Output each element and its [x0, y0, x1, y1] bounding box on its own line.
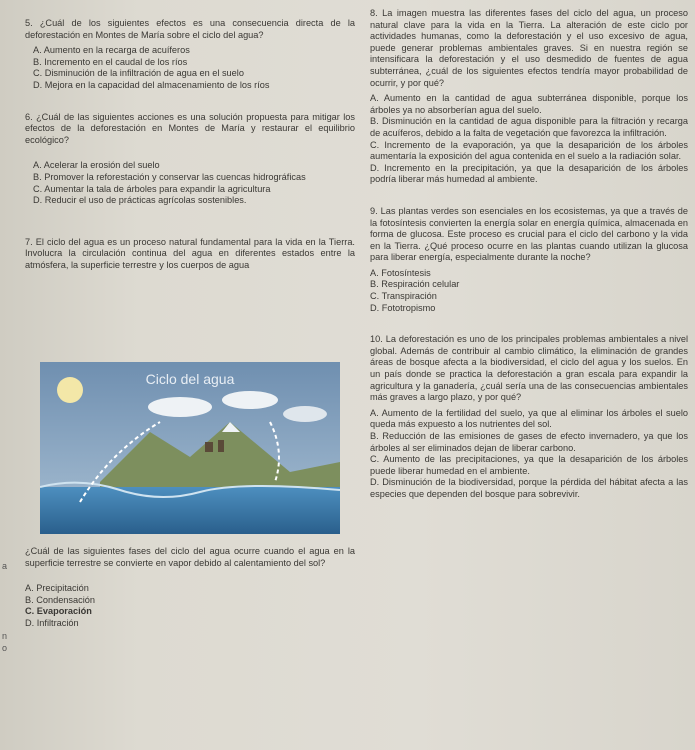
right-column	[370, 8, 688, 501]
cloud-icon	[283, 406, 327, 422]
sun-icon	[57, 377, 83, 403]
question-9-text: 9. Las plantas verdes son esenciales en los ecosistemas, ya que a través de la fotosíntesis convierten la energía solar en energía química, almacenada en forma de glucosa. Este proceso es crucial para el ciclo del carbono y la vida en la Tierra. ¿Qué proceso ocurre en las plantas cuando utilizan la glucosa para liberar energía, especialmente durante la noche?	[370, 205, 688, 263]
margin-fragment: n	[2, 631, 8, 641]
water-cycle-diagram	[40, 362, 340, 534]
question-7-question: ¿Cuál de las siguientes fases del ciclo del agua ocurre cuando el agua en la superficie terrestre se convierte en vapor debido al calentamiento del sol?	[25, 546, 355, 568]
question-7-continued	[25, 546, 355, 630]
diagram-title: Ciclo del agua	[145, 371, 235, 387]
question-5-text: 5. ¿Cuál de los siguientes efectos es una consecuencia directa de la deforestación en Montes de María sobre el ciclo del agua?	[25, 18, 355, 40]
question-9-option-a: A. Fotosíntesis	[370, 267, 431, 278]
question-8-option-b: B. Disminución en la cantidad de agua disponible para la filtración y recarga de acuíferos, debido a la falta de vegetación que favorezca la infiltración.	[370, 116, 688, 138]
question-7-option-d: D. Infiltración	[25, 617, 79, 628]
question-9-option-c: C. Transpiración	[370, 291, 437, 302]
question-6-option-b: B. Promover la reforestación y conservar las cuencas hidrográficas	[33, 171, 306, 182]
question-8-option-c: C. Incremento de la evaporación, ya que la desaparición de los árboles aumentaría la exposición del agua contenida en el suelo a la radiación solar.	[370, 139, 688, 162]
house-icon	[218, 440, 224, 452]
question-8-option-a: A. Aumento en la cantidad de agua subterránea disponible, porque los árboles ya no absorberían agua del suelo.	[370, 93, 688, 115]
question-5-option-c: C. Disminución de la infiltración de agua en el suelo	[33, 68, 244, 79]
question-9-option-d: D. Fototropismo	[370, 302, 436, 313]
question-6-option-d: D. Reducir el uso de prácticas agrícolas sostenibles.	[33, 195, 247, 206]
margin-fragment: o	[2, 643, 8, 653]
question-8-text: 8. La imagen muestra las diferentes fases del ciclo del agua, un proceso natural clave para la vida en la Tierra. La alteración de este ciclo por actividades humanas, como la deforestación y el uso excesivo de agua, puede generar problemas ambientales graves. Si en nuestra región se intensificara la deforestación y el uso desmedido de fuentes de agua subterránea, ¿cuál de los siguientes efectos tendría mayor probabilidad de ocurrir, y por qué?	[370, 8, 688, 88]
question-5-option-a: A. Aumento en la recarga de acuíferos	[33, 45, 190, 56]
question-10-text: 10. La deforestación es uno de los principales problemas ambientales a nivel global. Además de contribuir al cambio climático, la eliminación de grandes áreas de bosque afecta a la biodiversidad, el ciclo del agua y los suelos. En un país donde se practica la deforestación a gran escala para expandir la agricultura y la ganadería, ¿cuál sería una de las consecuencias ambientales más graves a largo plazo, y por qué?	[370, 334, 688, 403]
question-5-option-d: D. Mejora en la capacidad del almacenamiento de los ríos	[33, 79, 270, 90]
question-5-option-b: B. Incremento en el caudal de los ríos	[33, 56, 188, 67]
question-6-text: 6. ¿Cuál de las siguientes acciones es una solución propuesta para mitigar los efectos de la deforestación en Montes de María y restaurar el equilibrio ecológico?	[25, 111, 355, 145]
question-7-option-b: B. Condensación	[25, 594, 95, 605]
question-10-option-c: C. Aumento de las precipitaciones, ya que la desaparición de los árboles puede liberar humedad en el ambiente.	[370, 454, 688, 476]
left-column	[25, 18, 355, 276]
question-10-option-a: A. Aumento de la fertilidad del suelo, ya que al eliminar los árboles el suelo queda más expuesto a los nutrientes del sol.	[370, 407, 688, 430]
question-7-option-c: C. Evaporación	[25, 606, 92, 617]
question-9-option-b: B. Respiración celular	[370, 279, 460, 290]
question-6-option-c: C. Aumentar la tala de árboles para expandir la agricultura	[33, 183, 271, 194]
cloud-icon	[148, 397, 212, 417]
house-icon	[205, 442, 213, 452]
question-6-option-a: A. Acelerar la erosión del suelo	[33, 160, 160, 171]
question-7-option-a: A. Precipitación	[25, 583, 89, 594]
question-10-option-b: B. Reducción de las emisiones de gases de efecto invernadero, ya que los árboles al ser eliminados dejan de liberar carbono.	[370, 431, 688, 453]
question-10-option-d: D. Disminución de la biodiversidad, porque la pérdida del hábitat afecta a las especies que dependen del bosque para sobrevivir.	[370, 477, 688, 499]
question-8-option-d: D. Incremento en la precipitación, ya que la desaparición de los árboles podría liberar más humedad al ambiente.	[370, 162, 688, 185]
cloud-icon	[222, 391, 278, 409]
margin-fragment: a	[2, 561, 8, 571]
question-7-text: 7. El ciclo del agua es un proceso natural fundamental para la vida en la Tierra. Involucra la circulación continua del agua en diferentes estados entre la atmósfera, la superficie terrestre y los cuerpos de agua	[25, 236, 355, 270]
